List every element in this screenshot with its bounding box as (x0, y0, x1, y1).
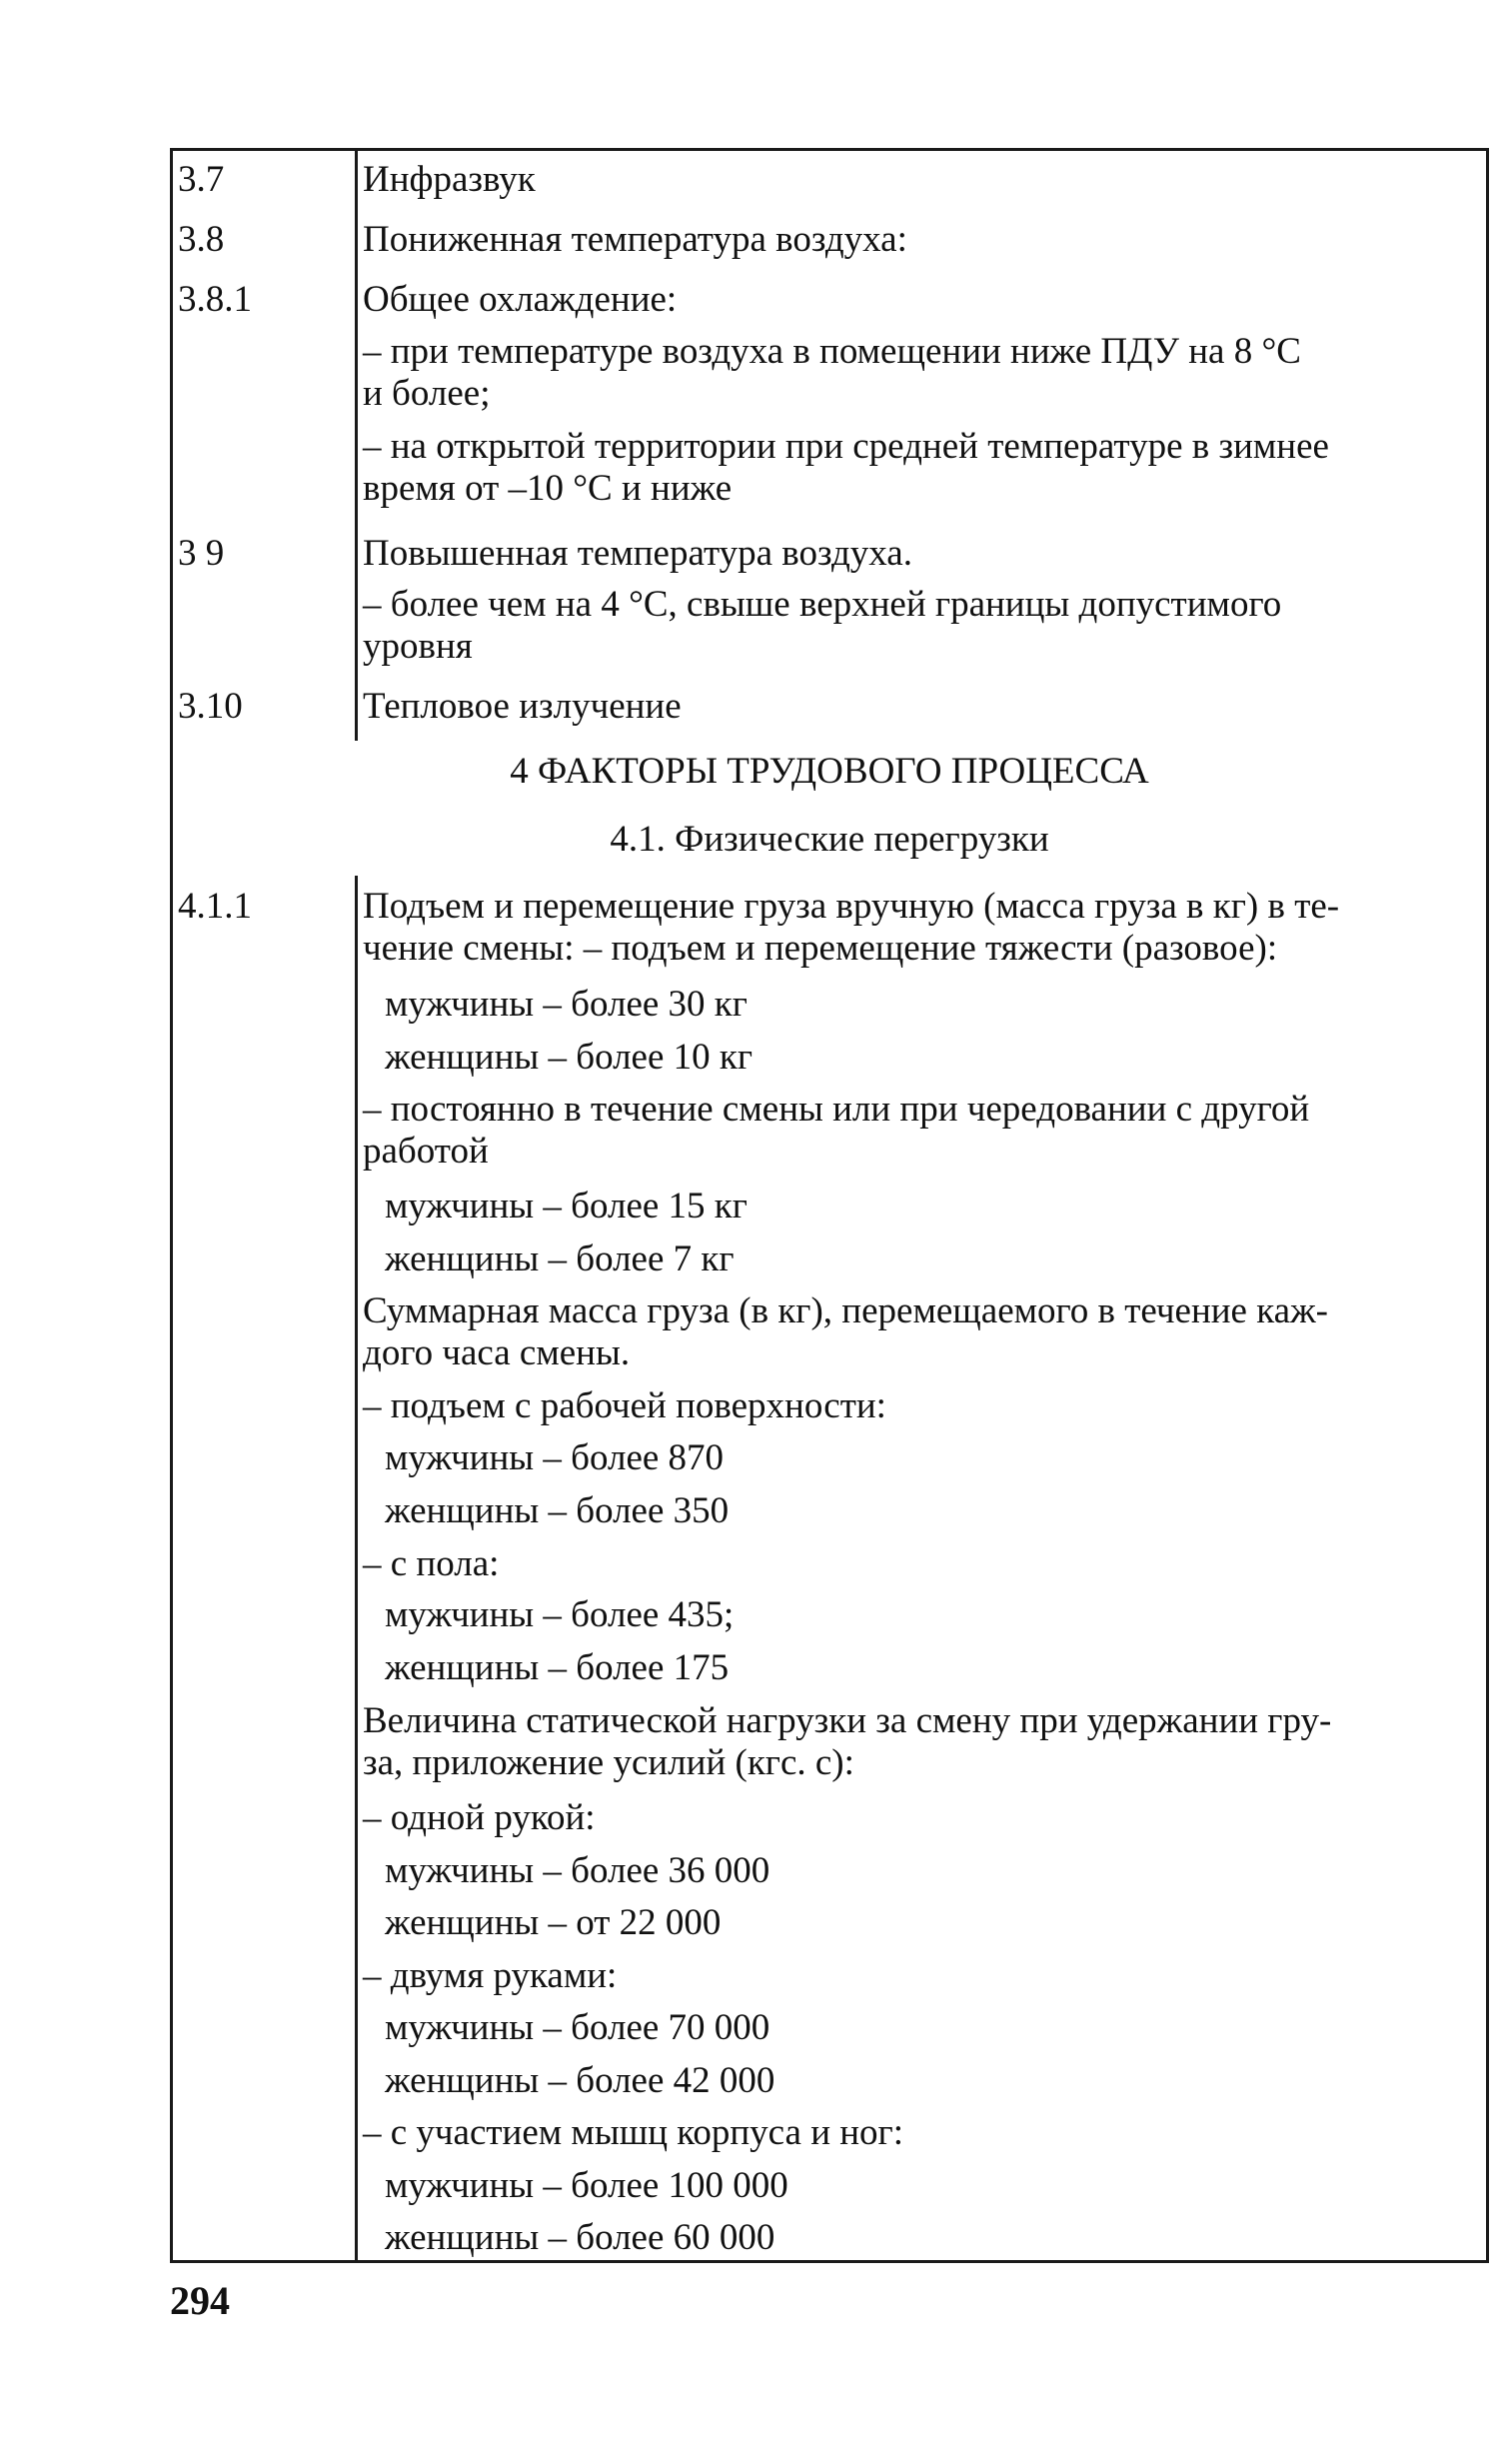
item-line: женщины – более 42 000 (385, 2060, 775, 2101)
row-text: Общее охлаждение: (363, 279, 678, 320)
row-number: 3.8.1 (178, 279, 252, 320)
item-line: Подъем и перемещение груза вручную (масса груза в кг) в те- (363, 886, 1340, 927)
item-line: мужчины – более 15 кг (385, 1186, 748, 1227)
row-text: Инфразвук (363, 159, 536, 200)
item-line: мужчины – более 870 (385, 1437, 725, 1478)
column-divider-bottom (355, 876, 358, 2263)
item-line: за, приложение усилий (кгс. с): (363, 1742, 854, 1783)
row-text: – более чем на 4 °С, свыше верхней границы допустимого (363, 584, 1282, 625)
row-number: 3 9 (178, 533, 225, 574)
row-text: – на открытой территории при средней температуре в зимнее (363, 426, 1329, 467)
item-line: Суммарная масса груза (в кг), перемещаемого в течение каж- (363, 1290, 1328, 1331)
row-text: и более; (363, 373, 491, 414)
item-line: – одной рукой: (363, 1797, 596, 1838)
item-line: женщины – более 10 кг (385, 1037, 754, 1078)
row-text: Повышенная температура воздуха. (363, 533, 912, 574)
item-line: – с участием мышц корпуса и ног: (363, 2112, 903, 2153)
item-line: Величина статической нагрузки за смену при удержании гру- (363, 1700, 1332, 1741)
item-line: мужчины – более 100 000 (385, 2165, 788, 2206)
item-line: работой (363, 1131, 489, 1172)
item-line: женщины – более 350 (385, 1490, 730, 1531)
section-title: 4 ФАКТОРЫ ТРУДОВОГО ПРОЦЕССА (510, 751, 1149, 792)
item-line: женщины – более 175 (385, 1647, 730, 1688)
item-line: – с пола: (363, 1543, 500, 1584)
item-line: мужчины – более 435; (385, 1594, 735, 1635)
item-line: – постоянно в течение смены или при чередовании с другой (363, 1089, 1310, 1130)
item-number: 4.1.1 (178, 886, 252, 927)
row-number: 3.10 (178, 686, 243, 727)
row-text: время от –10 °С и ниже (363, 468, 733, 509)
row-text: – при температуре воздуха в помещении ниже ПДУ на 8 °С (363, 331, 1301, 372)
item-line: женщины – более 7 кг (385, 1238, 735, 1279)
row-text: уровня (363, 626, 473, 667)
item-line: женщины – более 60 000 (385, 2217, 775, 2258)
row-text: Тепловое излучение (363, 686, 682, 727)
item-line: мужчины – более 36 000 (385, 1850, 770, 1891)
subsection-title: 4.1. Физические перегрузки (610, 819, 1049, 860)
page-number: 294 (170, 2278, 230, 2323)
row-number: 3.7 (178, 159, 225, 200)
row-number: 3.8 (178, 219, 225, 260)
item-line: дого часа смены. (363, 1332, 631, 1373)
item-line: – подъем с рабочей поверхности: (363, 1385, 886, 1426)
item-line: чение смены: – подъем и перемещение тяжести (разовое): (363, 928, 1278, 969)
item-line: мужчины – более 70 000 (385, 2007, 770, 2048)
item-line: – двумя руками: (363, 1955, 618, 1996)
item-line: мужчины – более 30 кг (385, 984, 748, 1025)
column-divider-top (355, 148, 358, 741)
item-line: женщины – от 22 000 (385, 1902, 722, 1943)
row-text: Пониженная температура воздуха: (363, 219, 907, 260)
